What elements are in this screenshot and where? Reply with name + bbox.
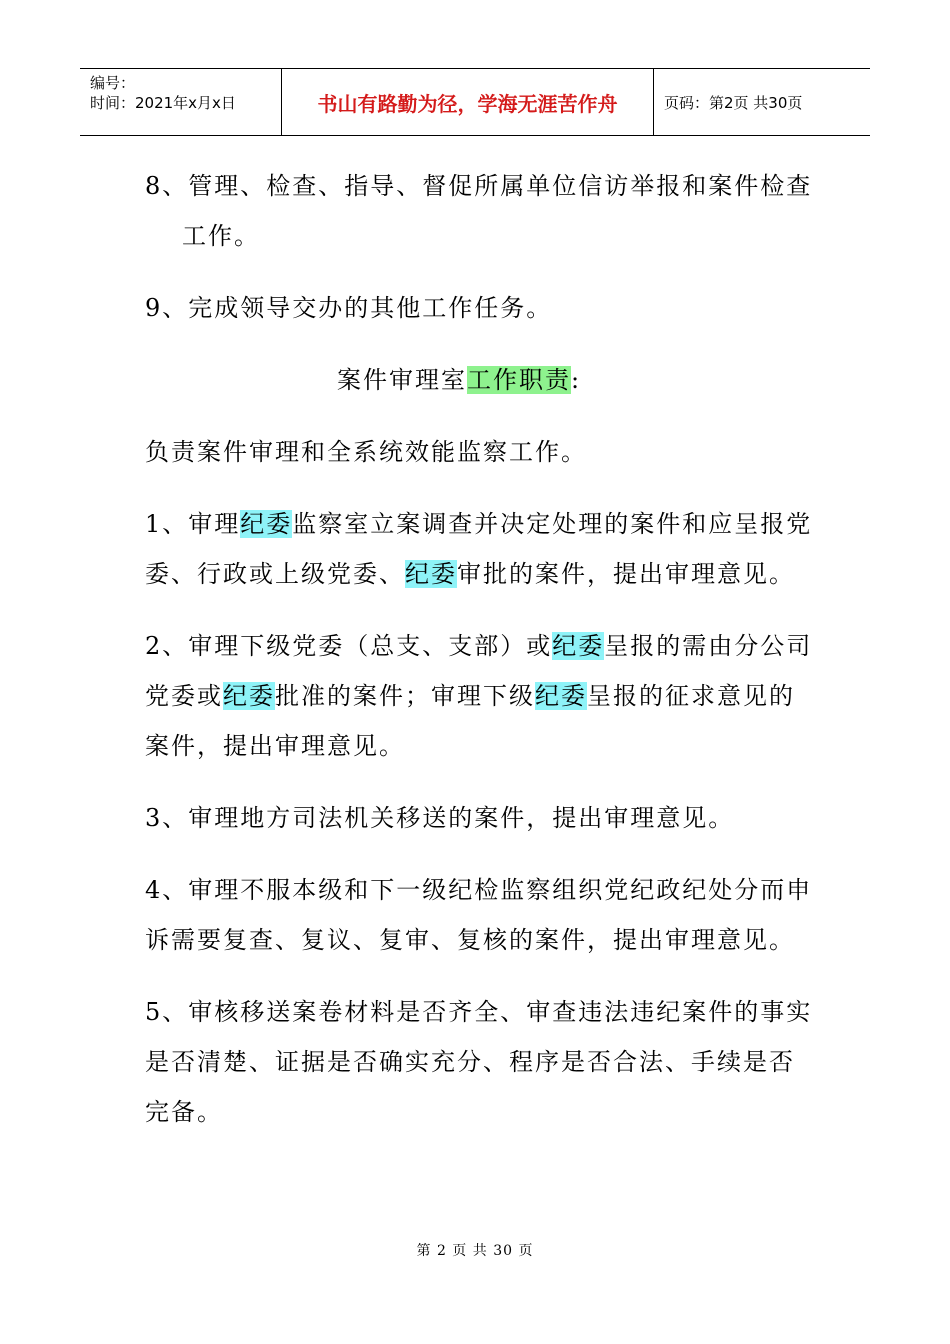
item-5-line-3: 完备。 (145, 1098, 223, 1126)
page-footer: 第 2 页 共 30 页 (416, 1243, 534, 1259)
text-span: 委、行政或上级党委、 (145, 560, 405, 588)
item-5-line-2: 是否清楚、证据是否确实充分、程序是否合法、手续是否 (145, 1048, 795, 1076)
highlight-span: 纪委 (405, 560, 457, 588)
text-span: 呈报的需由分公司 (604, 632, 813, 660)
heading-colon: : (571, 366, 582, 394)
item-4-line-2: 诉需要复查、复议、复审、复核的案件，提出审理意见。 (145, 926, 795, 954)
text-span: 2、审理下级党委（总支、支部）或 (145, 632, 553, 660)
item-1-line-2 (145, 546, 795, 602)
highlight-span: 纪委 (552, 632, 605, 660)
section-heading (337, 352, 581, 408)
header-meta (80, 69, 282, 135)
highlight-span: 纪委 (240, 510, 293, 538)
header-page-info: 页码：第2页 共30页 (664, 93, 803, 112)
highlight-span: 纪委 (535, 682, 587, 710)
item-4-line-1: 4、审理不服本级和下一级纪检监察组织党纪政纪处分而申 (145, 876, 813, 904)
item-1-line-1 (145, 496, 812, 552)
text-span: 审批的案件，提出审理意见。 (457, 560, 795, 588)
highlight-span: 纪委 (223, 682, 275, 710)
item-8-line-2: 工作。 (182, 222, 260, 250)
text-span: 1、审理 (145, 510, 241, 538)
text-span: 批准的案件；审理下级 (275, 682, 535, 710)
page-header (80, 68, 870, 136)
header-number-label: 编号： (90, 74, 136, 92)
header-time-label: 时间：2021年x月x日 (90, 94, 236, 112)
item-2-line-3: 案件，提出审理意见。 (145, 732, 405, 760)
intro-paragraph: 负责案件审理和全系统效能监察工作。 (145, 438, 587, 466)
item-2-line-2 (145, 668, 795, 724)
item-3: 3、审理地方司法机关移送的案件，提出审理意见。 (145, 804, 735, 832)
header-motto: 书山有路勤为径，学海无涯苦作舟 (282, 69, 654, 135)
item-9: 9、完成领导交办的其他工作任务。 (145, 294, 553, 322)
item-8-line-1: 8、管理、检查、指导、督促所属单位信访举报和案件检查 (145, 172, 813, 200)
heading-text: 案件审理室 (337, 366, 467, 394)
item-5-line-1: 5、审核移送案卷材料是否齐全、审查违法违纪案件的事实 (145, 998, 813, 1026)
text-span: 呈报的征求意见的 (587, 682, 795, 710)
text-span: 监察室立案调查并决定处理的案件和应呈报党 (292, 510, 813, 538)
text-span: 党委或 (145, 682, 223, 710)
item-2-line-1 (145, 618, 812, 674)
heading-highlight: 工作职责 (467, 366, 571, 394)
